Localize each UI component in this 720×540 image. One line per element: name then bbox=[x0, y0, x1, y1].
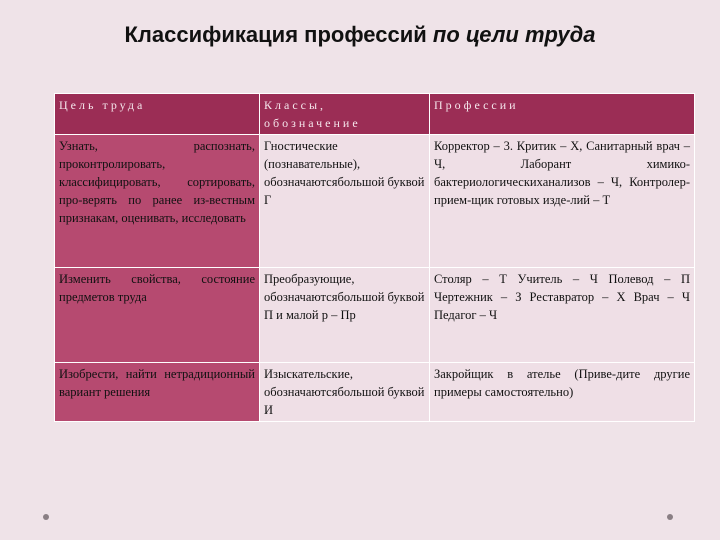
class-cell: Гностические (познавательные), обозначаютсябольшой буквой Г bbox=[260, 135, 430, 268]
header-goal: Цель труда bbox=[55, 94, 260, 135]
right-dot-icon bbox=[667, 514, 673, 520]
slide-title bbox=[0, 22, 720, 48]
table-row bbox=[55, 268, 695, 363]
professions-cell: Столяр – Т Учитель – Ч Полевод – П Чертежник – З Реставратор – Х Врач – Ч Педагог – Ч bbox=[430, 268, 695, 363]
professions-cell: Корректор – 3. Критик – Х, Санитарный врач – Ч, Лаборант химико-бактериологическиханализов – Ч, Контролер-прием-щик готовых изде-лий – Т bbox=[430, 135, 695, 268]
left-dot-icon bbox=[43, 514, 49, 520]
goal-cell: Узнать, распознать, проконтролировать, классифицировать, сортировать, про-верять по ранее из-вестным признакам, оценивать, исследовать bbox=[55, 135, 260, 268]
professions-cell: Закройщик в ателье (Приве-дите другие примеры самостоятельно) bbox=[430, 363, 695, 422]
title-italic: по цели труда bbox=[432, 22, 596, 47]
goal-cell: Изобрести, найти нетрадиционный вариант решения bbox=[55, 363, 260, 422]
goal-cell: Изменить свойства, состояние предметов труда bbox=[55, 268, 260, 363]
header-class: Классы, обозначение bbox=[260, 94, 430, 135]
class-cell: Изыскательские, обозначаютсябольшой буквой И bbox=[260, 363, 430, 422]
table-row bbox=[55, 363, 695, 422]
table-header-row bbox=[55, 94, 695, 135]
table-row bbox=[55, 135, 695, 268]
class-cell: Преобразующие, обозначаютсябольшой буквой П и малой р – Пр bbox=[260, 268, 430, 363]
classification-table bbox=[54, 93, 695, 422]
title-main: Классификация профессий bbox=[124, 22, 427, 47]
header-professions: Профессии bbox=[430, 94, 695, 135]
